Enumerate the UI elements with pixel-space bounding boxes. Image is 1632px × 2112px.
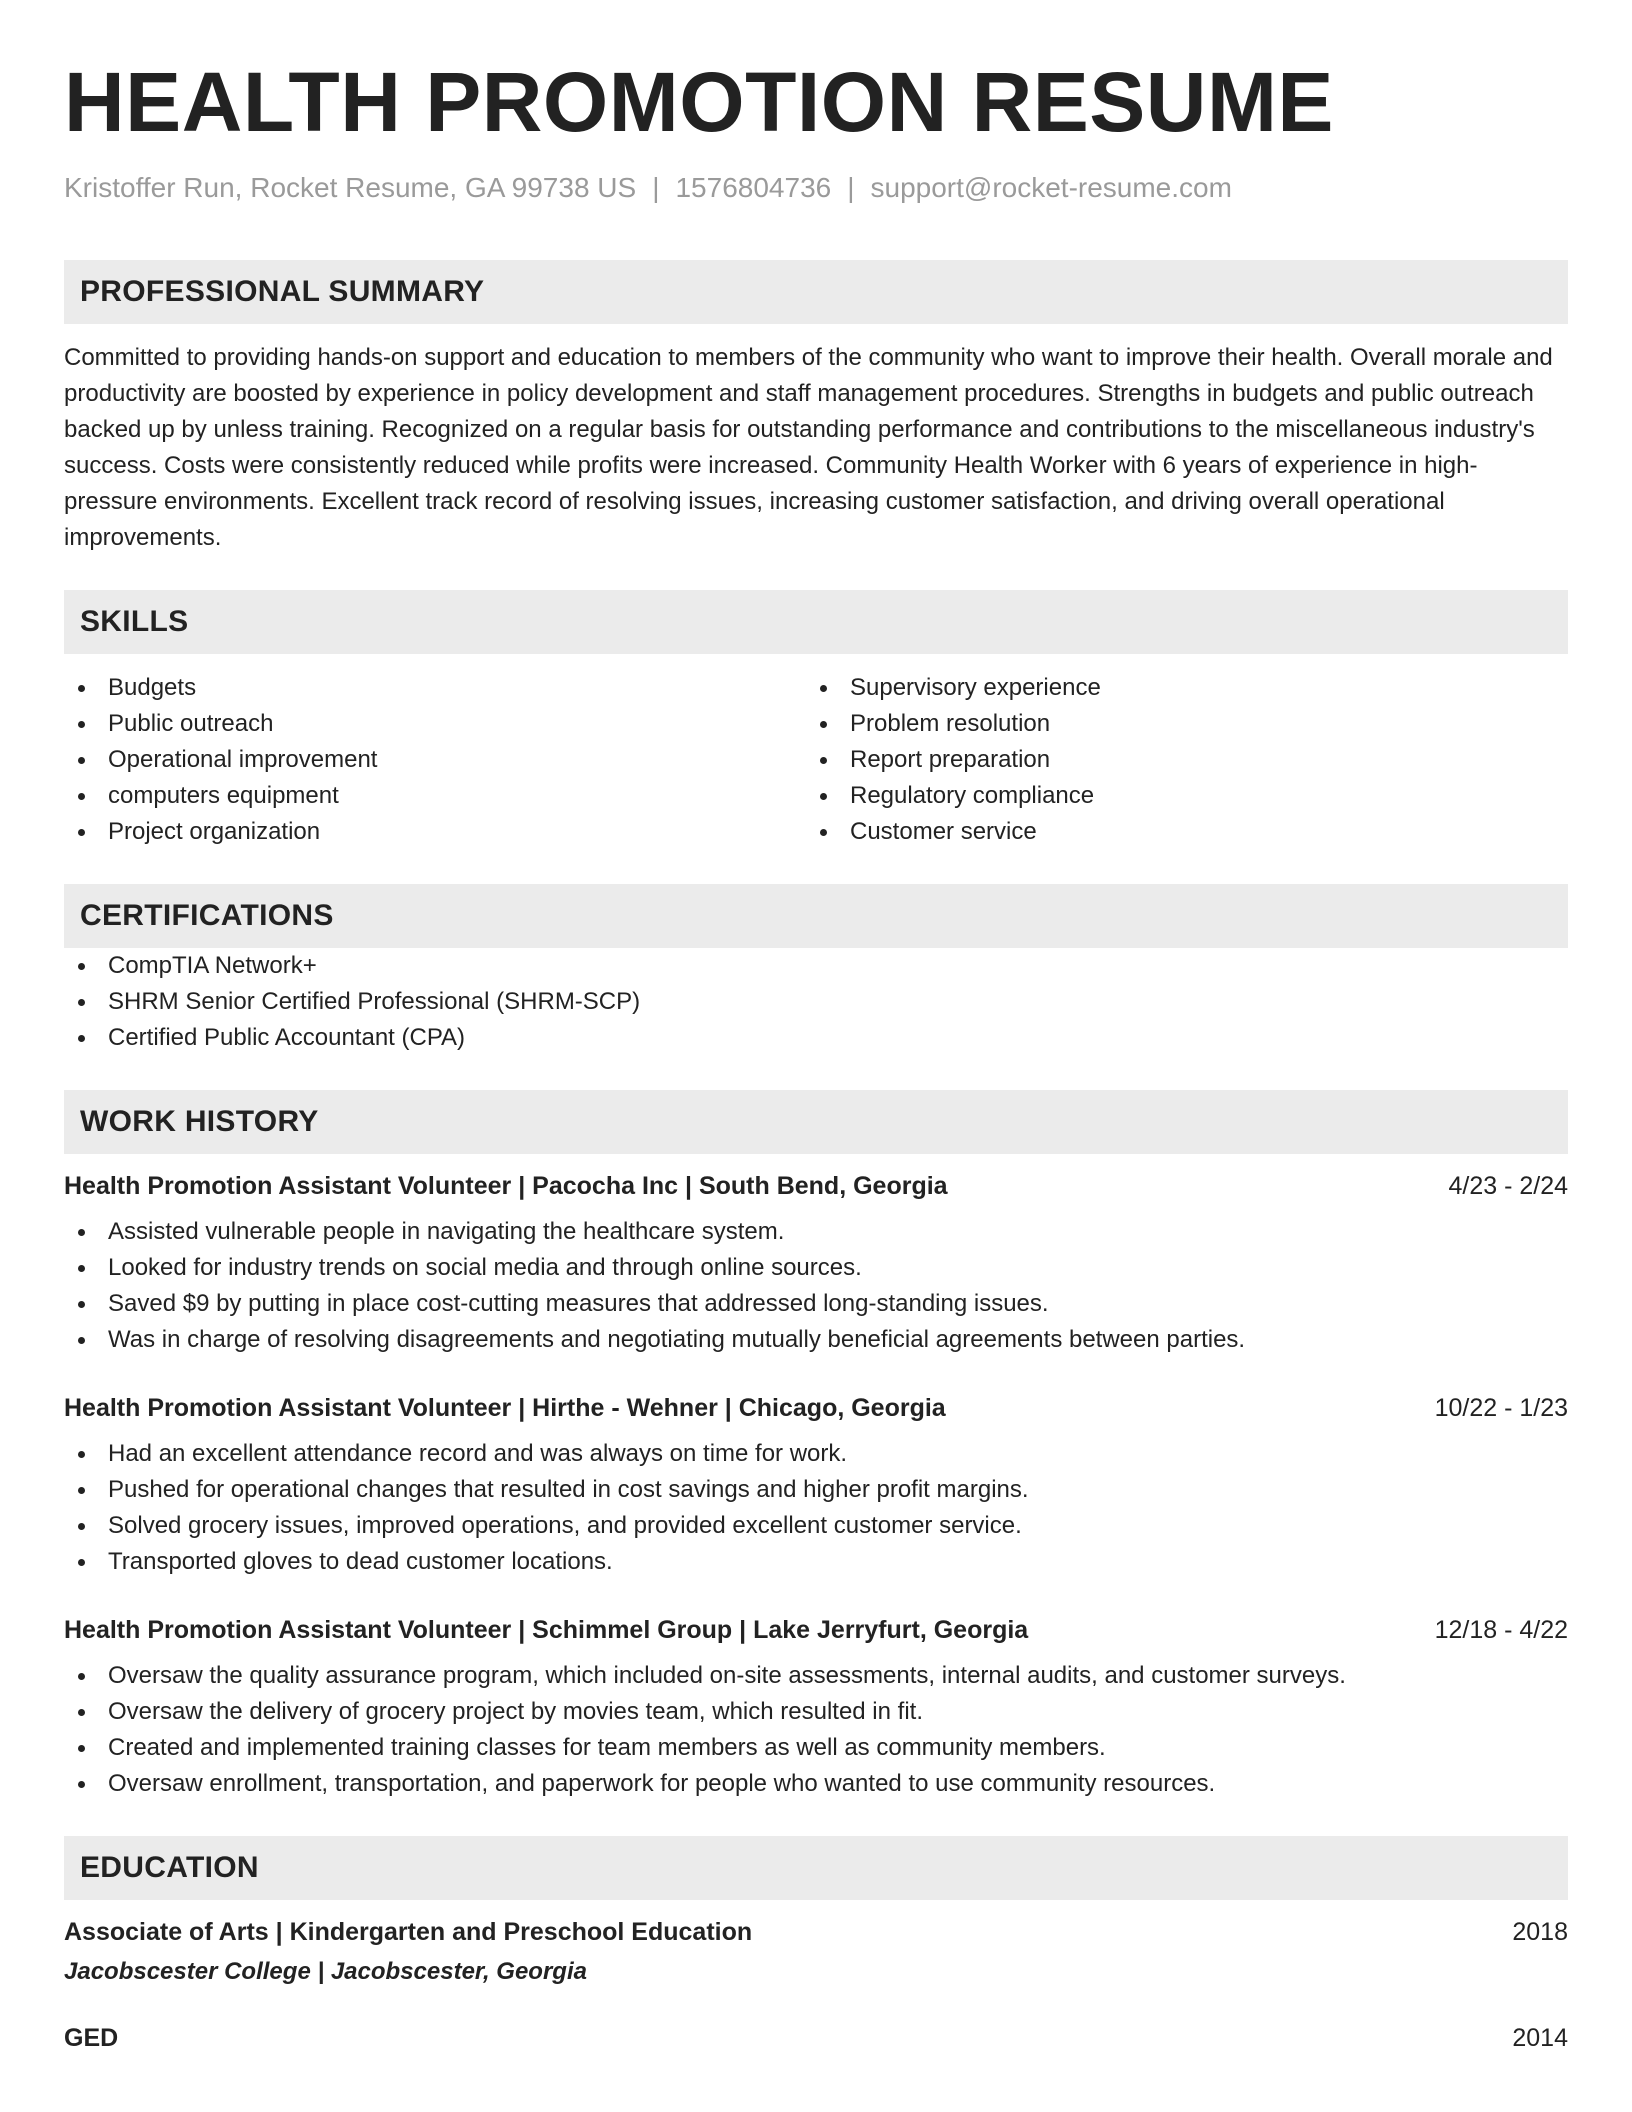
section-heading-education: EDUCATION bbox=[64, 1836, 1568, 1900]
contact-phone: 1576804736 bbox=[675, 172, 832, 203]
job-bullet: Oversaw the quality assurance program, which included on-site assessments, internal audits, and customer surveys. bbox=[64, 1658, 1568, 1694]
contact-address: Kristoffer Run, Rocket Resume, GA 99738 US bbox=[64, 172, 637, 203]
skill-item: Budgets bbox=[64, 670, 806, 706]
skill-item: Public outreach bbox=[64, 706, 806, 742]
skill-item: Regulatory compliance bbox=[806, 778, 1548, 814]
job-header: Health Promotion Assistant Volunteer | Hirthe - Wehner | Chicago, Georgia bbox=[64, 1394, 946, 1422]
skills-list bbox=[64, 670, 1568, 850]
skills-column-right bbox=[806, 670, 1548, 850]
education-school: Jacobscester College | Jacobscester, Georgia bbox=[64, 1958, 587, 1985]
job-bullet: Created and implemented training classes for team members as well as community members. bbox=[64, 1730, 1568, 1766]
education-year: 2018 bbox=[1512, 1918, 1568, 1946]
job-bullet: Had an excellent attendance record and was always on time for work. bbox=[64, 1436, 1568, 1472]
education-entry bbox=[64, 1912, 1568, 1992]
skill-item: Problem resolution bbox=[806, 706, 1548, 742]
certification-item: Certified Public Accountant (CPA) bbox=[64, 1020, 1568, 1056]
job-dates: 4/23 - 2/24 bbox=[1448, 1172, 1568, 1200]
education-entry bbox=[64, 2018, 1568, 2058]
summary-text: Committed to providing hands-on support and education to members of the community who want to improve their health. Overall morale and productivity are boosted by experience in policy development and staff management procedures. Strengths in budgets and public outreach backed up by unless training. Recognized on a regular basis for outstanding performance and contributions to the miscellaneous industry's success. Costs were consistently reduced while profits were increased. Community Health Worker with 6 years of experience in high-pressure environments. Excellent track record of resolving issues, increasing customer satisfaction, and driving overall operational improvements. bbox=[64, 344, 1553, 551]
contact-separator: | bbox=[652, 172, 660, 203]
section-heading-summary: PROFESSIONAL SUMMARY bbox=[64, 260, 1568, 324]
job-dates: 12/18 - 4/22 bbox=[1434, 1616, 1568, 1644]
job-bullet: Was in charge of resolving disagreements and negotiating mutually beneficial agreements between parties. bbox=[64, 1322, 1568, 1358]
skills-column-left bbox=[64, 670, 806, 850]
job-bullets bbox=[64, 1214, 1568, 1358]
job-bullet: Assisted vulnerable people in navigating the healthcare system. bbox=[64, 1214, 1568, 1250]
job-bullet: Looked for industry trends on social media and through online sources. bbox=[64, 1250, 1568, 1286]
certification-item: CompTIA Network+ bbox=[64, 948, 1568, 984]
resume-title: HEALTH PROMOTION RESUME bbox=[64, 55, 1334, 149]
job-entry bbox=[64, 1166, 1568, 1358]
skill-item: Project organization bbox=[64, 814, 806, 850]
job-entry bbox=[64, 1610, 1568, 1802]
job-bullet: Transported gloves to dead customer locations. bbox=[64, 1544, 1568, 1580]
job-bullets bbox=[64, 1436, 1568, 1580]
skill-item: Customer service bbox=[806, 814, 1548, 850]
job-bullet: Pushed for operational changes that resulted in cost savings and higher profit margins. bbox=[64, 1472, 1568, 1508]
contact-email[interactable]: support@rocket-resume.com bbox=[870, 172, 1232, 203]
section-heading-certifications: CERTIFICATIONS bbox=[64, 884, 1568, 948]
job-bullet: Solved grocery issues, improved operations, and provided excellent customer service. bbox=[64, 1508, 1568, 1544]
job-bullet: Oversaw the delivery of grocery project by movies team, which resulted in fit. bbox=[64, 1694, 1568, 1730]
section-heading-skills: SKILLS bbox=[64, 590, 1568, 654]
education-degree: Associate of Arts | Kindergarten and Preschool Education bbox=[64, 1918, 753, 1946]
contact-separator: | bbox=[847, 172, 855, 203]
education-degree: GED bbox=[64, 2024, 119, 2052]
skill-item: Supervisory experience bbox=[806, 670, 1548, 706]
job-header: Health Promotion Assistant Volunteer | Schimmel Group | Lake Jerryfurt, Georgia bbox=[64, 1616, 1029, 1644]
skill-item: Operational improvement bbox=[64, 742, 806, 778]
skill-item: Report preparation bbox=[806, 742, 1548, 778]
job-dates: 10/22 - 1/23 bbox=[1434, 1394, 1568, 1422]
job-bullet: Oversaw enrollment, transportation, and paperwork for people who wanted to use community resources. bbox=[64, 1766, 1568, 1802]
certifications-list bbox=[64, 948, 1568, 1056]
contact-line bbox=[64, 168, 1568, 208]
job-bullet: Saved $9 by putting in place cost-cutting measures that addressed long-standing issues. bbox=[64, 1286, 1568, 1322]
job-bullets bbox=[64, 1658, 1568, 1802]
job-header: Health Promotion Assistant Volunteer | Pacocha Inc | South Bend, Georgia bbox=[64, 1172, 948, 1200]
job-entry bbox=[64, 1388, 1568, 1580]
section-heading-work-history: WORK HISTORY bbox=[64, 1090, 1568, 1154]
certification-item: SHRM Senior Certified Professional (SHRM-SCP) bbox=[64, 984, 1568, 1020]
skill-item: computers equipment bbox=[64, 778, 806, 814]
education-year: 2014 bbox=[1512, 2024, 1568, 2052]
